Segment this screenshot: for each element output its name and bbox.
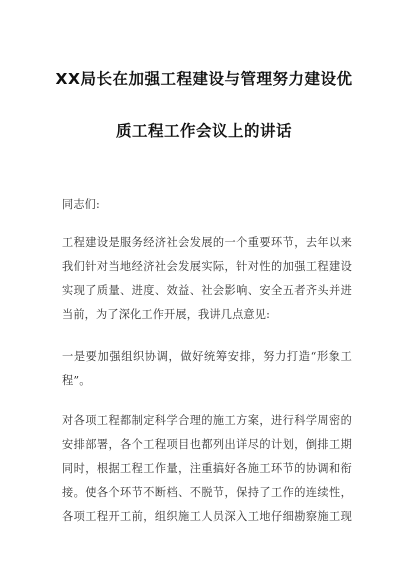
paragraph-line: 我们针对当地经济社会发展实际，针对性的加强工程建设	[62, 260, 352, 273]
paragraph-line: 一是要加强组织协调，做好统筹安排，努力打造“形象工	[62, 350, 352, 363]
paragraph-line: 实现了质量、进度、效益、社会影响、安全五者齐头并进	[62, 284, 352, 297]
paragraph-line: 各项工程开工前，组织施工人员深入工地仔细勘察施工现	[62, 510, 352, 523]
paragraph-line: 工程建设是服务经济社会发展的一个重要环节，去年以来	[62, 236, 352, 249]
paragraph-line: 安排部署，各个工程项目也都列出详尽的计划，倒排工期	[62, 438, 352, 451]
paragraph-line: 当前，为了深化工作开展，我讲几点意见:	[62, 308, 270, 321]
paragraph-line: 程”。	[62, 374, 91, 387]
paragraph-line: 对各项工程都制定科学合理的施工方案，进行科学周密的	[62, 414, 352, 427]
document-title-line-1: XX局长在加强工程建设与管理努力建设优	[55, 70, 353, 88]
paragraph-line: 接。使各个环节不断档、不脱节，保持了工作的连续性，	[62, 486, 352, 499]
document-title-line-2: 质工程工作会议上的讲话	[115, 122, 292, 140]
paragraph-line: 同时，根据工程工作量，注重搞好各施工环节的协调和衔	[62, 462, 352, 475]
greeting: 同志们:	[62, 198, 100, 211]
